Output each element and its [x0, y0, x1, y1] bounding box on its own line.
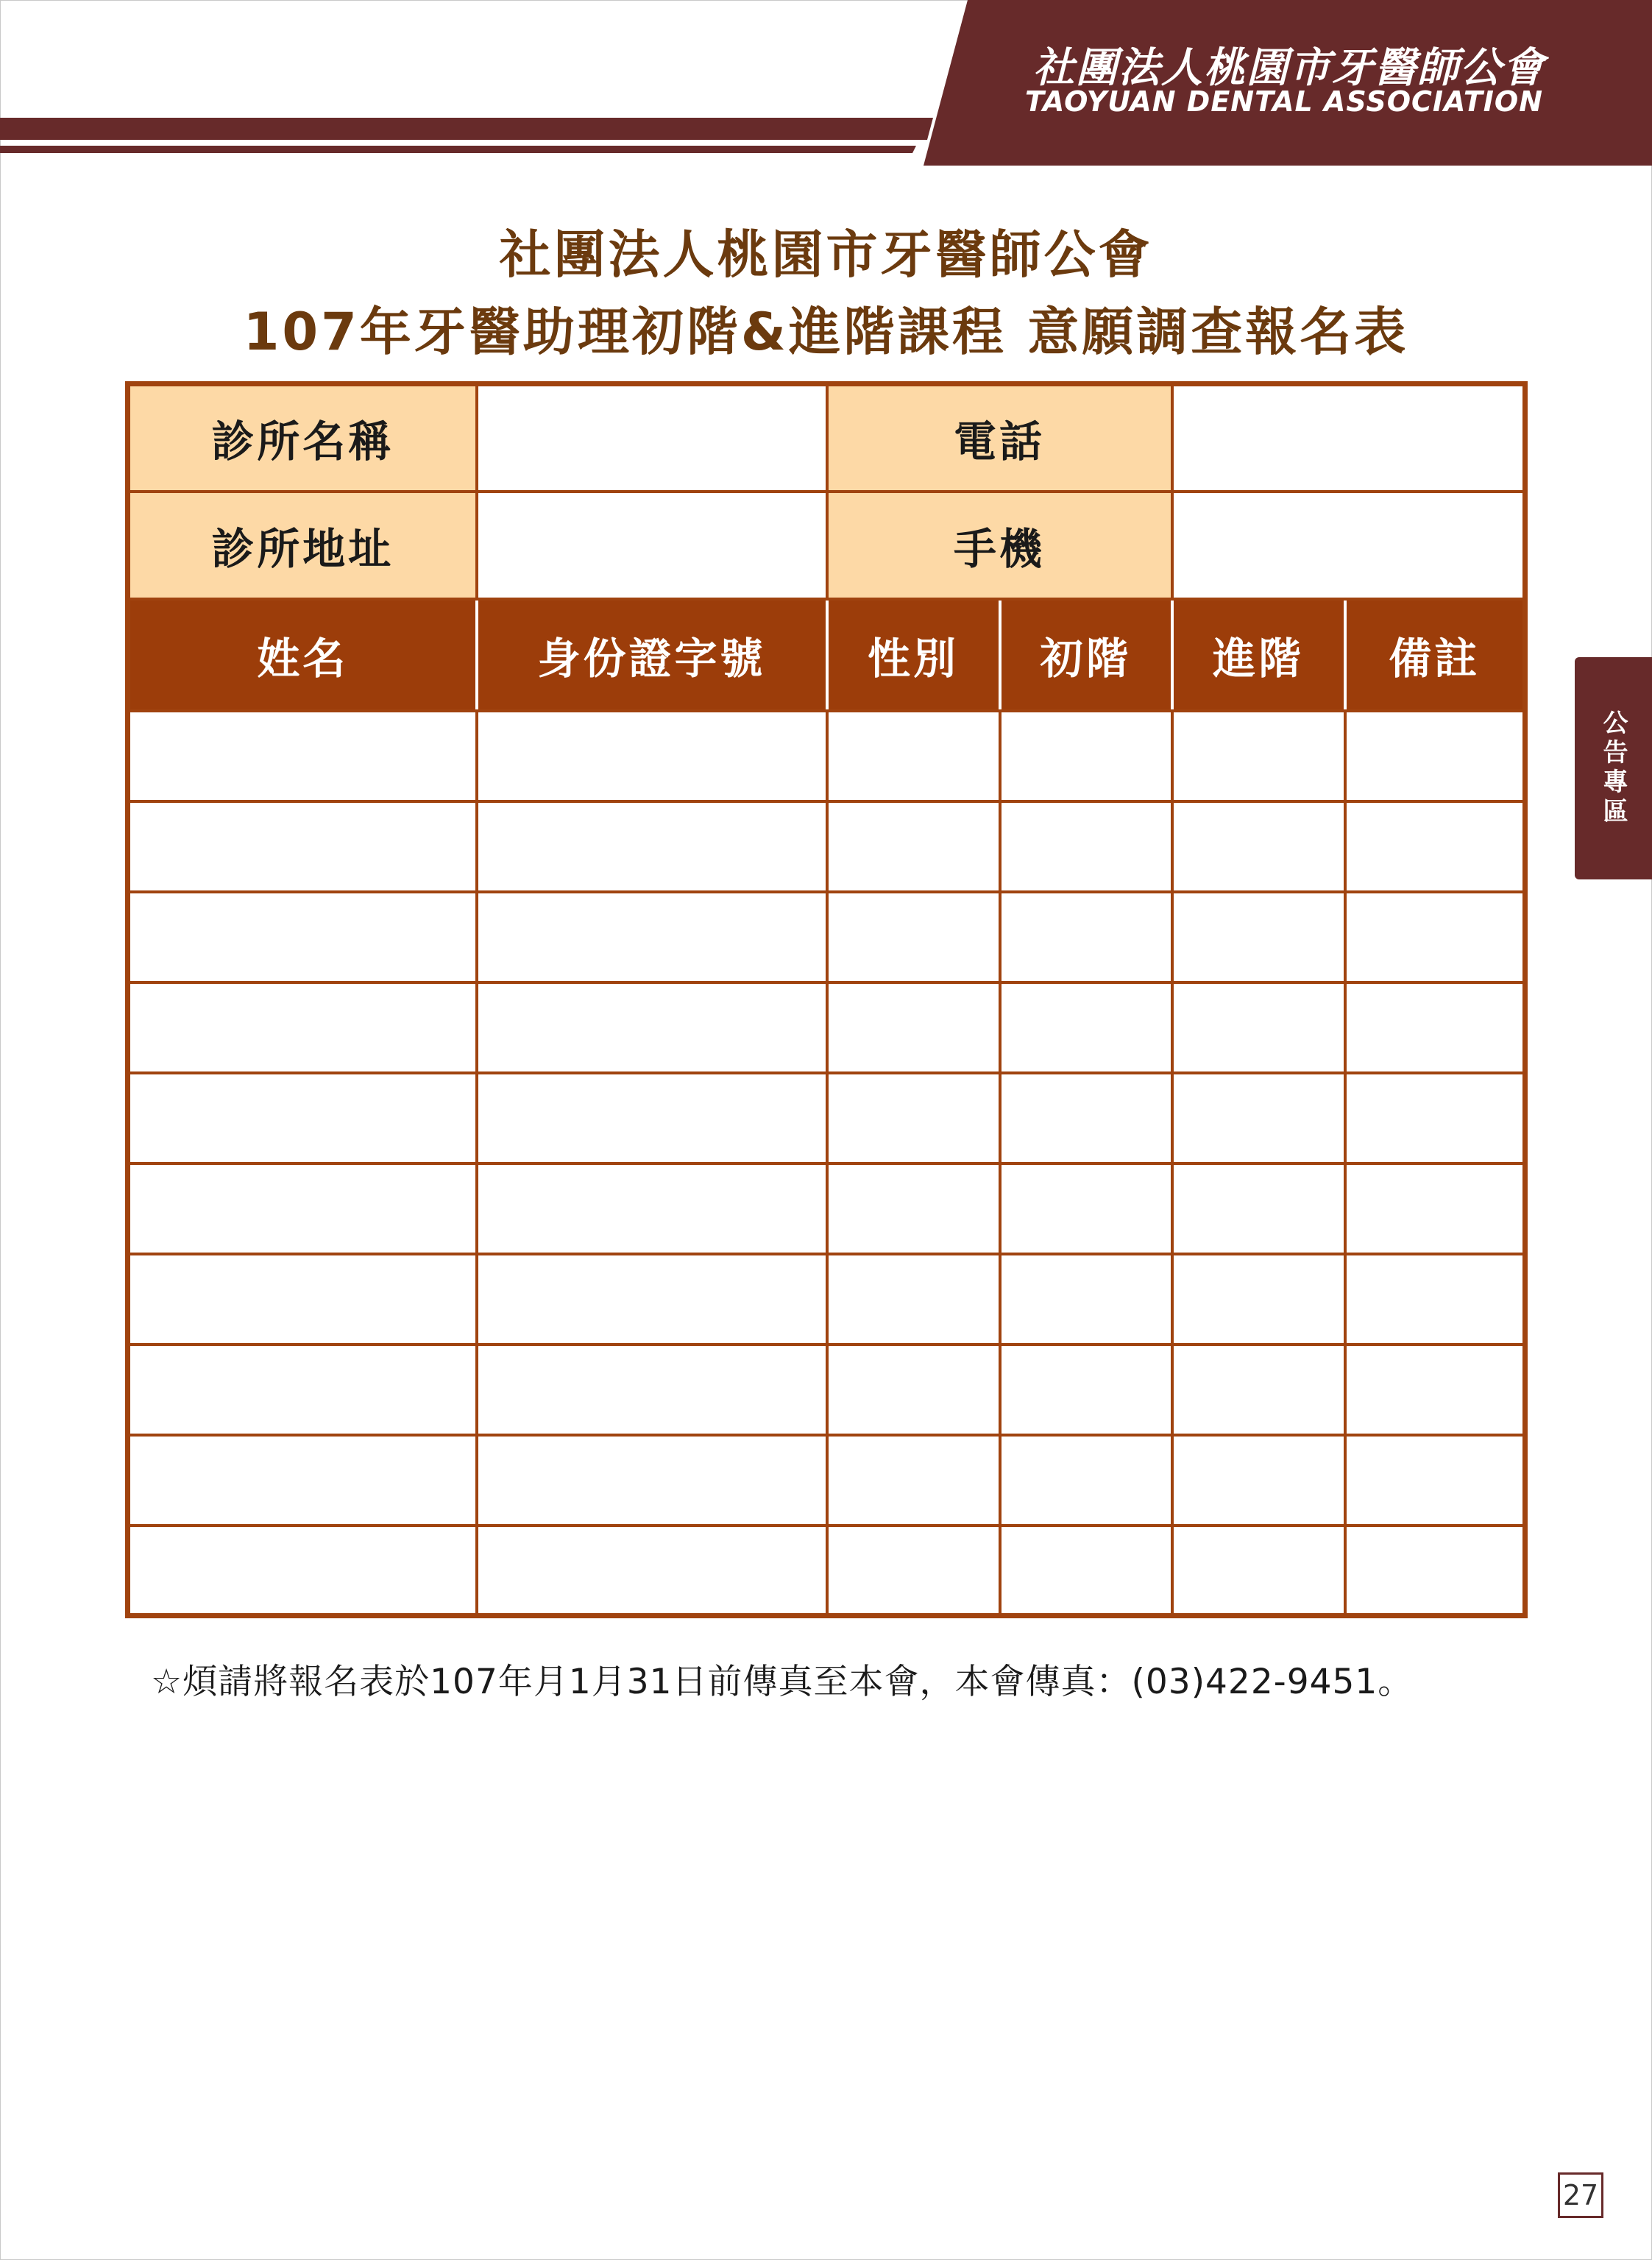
entry-cell-advanced[interactable] — [1172, 1345, 1345, 1435]
entry-cell-name[interactable] — [128, 1435, 477, 1526]
entry-row — [128, 1254, 1525, 1345]
entry-cell-basic[interactable] — [1000, 982, 1172, 1073]
side-tab-announcements[interactable] — [1575, 657, 1652, 879]
column-header-advanced: 進階 — [1172, 599, 1345, 711]
entry-cell-gender[interactable] — [827, 1435, 1000, 1526]
entry-cell-remarks[interactable] — [1345, 1073, 1525, 1163]
entry-row — [128, 1526, 1525, 1616]
entry-cell-gender[interactable] — [827, 711, 1000, 801]
column-header-gender: 性別 — [827, 599, 1000, 711]
entry-cell-gender[interactable] — [827, 1345, 1000, 1435]
entry-cell-basic[interactable] — [1000, 801, 1172, 892]
entry-cell-basic[interactable] — [1000, 711, 1172, 801]
entry-cell-advanced[interactable] — [1172, 801, 1345, 892]
document-title-form: 107年牙醫助理初階&進階課程 意願調查報名表 — [243, 302, 1409, 362]
mobile-field[interactable] — [1172, 492, 1525, 599]
entry-cell-id-number[interactable] — [477, 711, 827, 801]
entry-cell-gender[interactable] — [827, 1073, 1000, 1163]
entry-cell-id-number[interactable] — [477, 1345, 827, 1435]
entry-cell-basic[interactable] — [1000, 1254, 1172, 1345]
entry-cell-remarks[interactable] — [1345, 1345, 1525, 1435]
column-header-id-number: 身份證字號 — [477, 599, 827, 711]
entry-cell-id-number[interactable] — [477, 801, 827, 892]
entry-cell-name[interactable] — [128, 892, 477, 982]
entry-cell-name[interactable] — [128, 982, 477, 1073]
clinic-name-row — [128, 384, 1525, 492]
header-org-name-en: TAOYUAN DENTAL ASSOCIATION — [1024, 85, 1543, 118]
entry-row — [128, 711, 1525, 801]
entry-cell-gender[interactable] — [827, 1163, 1000, 1254]
entry-cell-id-number[interactable] — [477, 1073, 827, 1163]
mobile-label: 手機 — [827, 492, 1172, 599]
entry-row — [128, 982, 1525, 1073]
page-number: 27 — [1558, 2172, 1603, 2218]
entry-cell-gender[interactable] — [827, 892, 1000, 982]
entry-cell-gender[interactable] — [827, 801, 1000, 892]
column-header-name: 姓名 — [128, 599, 477, 711]
column-header-basic: 初階 — [1000, 599, 1172, 711]
entry-cell-basic[interactable] — [1000, 1073, 1172, 1163]
entry-cell-id-number[interactable] — [477, 892, 827, 982]
entry-cell-remarks[interactable] — [1345, 801, 1525, 892]
entry-cell-name[interactable] — [128, 711, 477, 801]
entry-cell-remarks[interactable] — [1345, 982, 1525, 1073]
entry-cell-id-number[interactable] — [477, 1435, 827, 1526]
entry-cell-remarks[interactable] — [1345, 1435, 1525, 1526]
entry-cell-remarks[interactable] — [1345, 892, 1525, 982]
entry-cell-gender[interactable] — [827, 1526, 1000, 1616]
entry-cell-advanced[interactable] — [1172, 1073, 1345, 1163]
entry-row — [128, 1163, 1525, 1254]
entry-cell-name[interactable] — [128, 1073, 477, 1163]
entry-cell-basic[interactable] — [1000, 1435, 1172, 1526]
entry-cell-advanced[interactable] — [1172, 1435, 1345, 1526]
entry-cell-basic[interactable] — [1000, 892, 1172, 982]
clinic-address-field[interactable] — [477, 492, 827, 599]
entry-cell-remarks[interactable] — [1345, 711, 1525, 801]
entry-cell-name[interactable] — [128, 1163, 477, 1254]
entry-row — [128, 1073, 1525, 1163]
entry-row — [128, 1345, 1525, 1435]
clinic-address-label: 診所地址 — [128, 492, 477, 599]
entry-cell-advanced[interactable] — [1172, 982, 1345, 1073]
column-header-remarks: 備註 — [1345, 599, 1525, 711]
entry-cell-basic[interactable] — [1000, 1163, 1172, 1254]
entry-row — [128, 1435, 1525, 1526]
entry-cell-id-number[interactable] — [477, 982, 827, 1073]
entry-cell-gender[interactable] — [827, 982, 1000, 1073]
entry-cell-gender[interactable] — [827, 1254, 1000, 1345]
entry-cell-advanced[interactable] — [1172, 711, 1345, 801]
entry-cell-id-number[interactable] — [477, 1526, 827, 1616]
side-tab-label: 公告專區 — [1598, 709, 1628, 827]
entry-cell-advanced[interactable] — [1172, 1526, 1345, 1616]
entry-cell-advanced[interactable] — [1172, 1163, 1345, 1254]
fax-instruction-note: ☆煩請將報名表於107年月1月31日前傳真至本會，本會傳真：(03)422-9451。 — [151, 1662, 1414, 1702]
document-title-org: 社團法人桃園市牙醫師公會 — [499, 224, 1153, 285]
entry-cell-remarks[interactable] — [1345, 1526, 1525, 1616]
entry-cell-name[interactable] — [128, 1254, 477, 1345]
phone-field[interactable] — [1172, 384, 1525, 492]
entry-cell-remarks[interactable] — [1345, 1254, 1525, 1345]
entry-cell-id-number[interactable] — [477, 1163, 827, 1254]
clinic-name-field[interactable] — [477, 384, 827, 492]
entry-row — [128, 892, 1525, 982]
registration-form-table — [125, 381, 1528, 1618]
entry-cell-advanced[interactable] — [1172, 892, 1345, 982]
entry-cell-basic[interactable] — [1000, 1345, 1172, 1435]
header-stripe-top — [0, 118, 933, 140]
entry-cell-basic[interactable] — [1000, 1526, 1172, 1616]
clinic-address-row — [128, 492, 1525, 599]
column-header-row — [128, 599, 1525, 711]
entry-cell-name[interactable] — [128, 1345, 477, 1435]
header-stripe-bottom — [0, 146, 916, 153]
entry-cell-advanced[interactable] — [1172, 1254, 1345, 1345]
entry-cell-name[interactable] — [128, 1526, 477, 1616]
entry-cell-name[interactable] — [128, 801, 477, 892]
clinic-name-label: 診所名稱 — [128, 384, 477, 492]
header-org-name-zh: 社團法人桃園市牙醫師公會 — [1033, 44, 1545, 92]
entry-cell-remarks[interactable] — [1345, 1163, 1525, 1254]
phone-label: 電話 — [827, 384, 1172, 492]
entry-row — [128, 801, 1525, 892]
entry-cell-id-number[interactable] — [477, 1254, 827, 1345]
